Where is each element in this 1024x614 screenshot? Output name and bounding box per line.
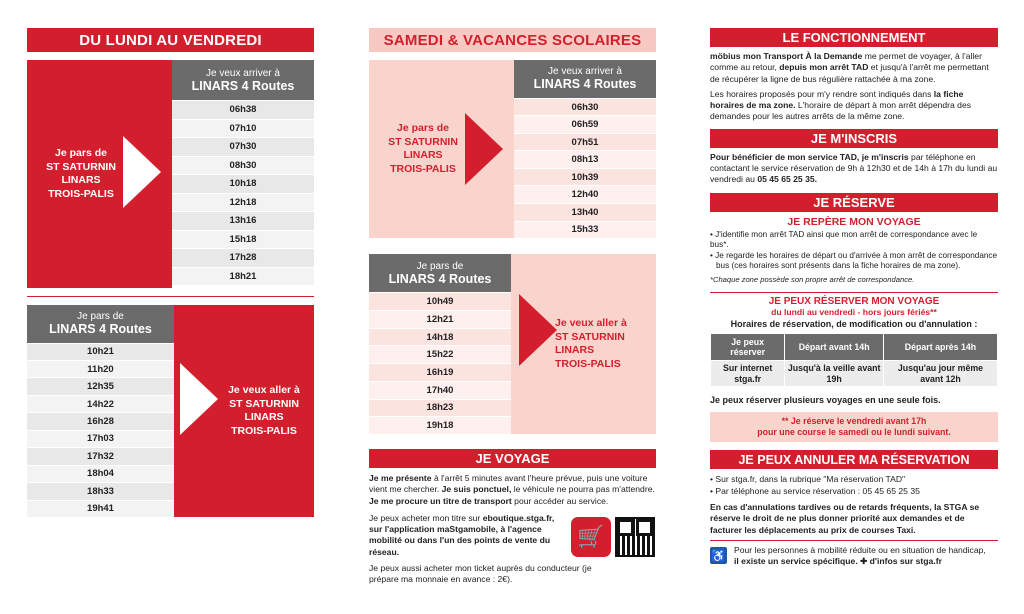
time-cell: 11h20 [27,360,174,377]
time-cell: 15h22 [369,345,511,363]
pmr-line: il existe un service spécifique. ✚ d'infos sur stga.fr [734,555,942,566]
time-cell: 12h18 [172,193,314,212]
annuler-warning: En cas d'annulations tardives ou de retards fréquents, la STGA se réserve le droit de ne plus donner priorité aux demandes et de facturer les déplacements au prix de courses Taxi. [710,501,980,535]
reserve-subtitle: JE REPÈRE MON VOYAGE [787,215,921,228]
time-cell: 17h40 [369,381,511,399]
weekday-title: DU LUNDI AU VENDREDI [27,28,314,52]
phone-number[interactable]: 05 45 65 25 35. [757,174,818,185]
divider [710,540,998,541]
bullet-text: Sur stga.fr, dans la rubrique "Ma réservation TAD" [715,474,906,485]
reserve-bullet-2: • Je regarde les horaires de départ ou d'arrivée à mon arrêt de correspondance bus (ces horaires sont présents dans la fiche horaires de ma zone). [710,250,998,271]
time-cell: 07h30 [172,137,314,156]
saturday-return-destination [511,254,656,434]
saturday-outbound-origin [369,60,514,238]
from-stop: LINARS 4 Routes [388,271,492,286]
stop-name: TROIS-PALIS [390,162,456,175]
time-cell: 08h30 [172,156,314,175]
time-cell: 17h03 [27,430,174,447]
times-header [27,305,174,343]
inscris-paragraph [710,152,998,186]
time-cell: 17h32 [27,447,174,464]
voyage-section [369,449,656,586]
fonctionnement-paragraph-1 [710,51,998,85]
time-cell: 18h33 [27,482,174,499]
fonctionnement-paragraph-2 [710,89,998,123]
table-header: Départ avant 14h [785,334,884,361]
reserve-hours-title: Horaires de réservation, de modification ou d'annulation : [730,319,978,330]
saturday-column [369,28,656,52]
time-cell: 06h30 [514,98,656,116]
to-stop: LINARS 4 Routes [191,78,295,93]
reservation-hours-table [710,333,998,387]
box-line: pour une course le samedi ou le lundi suivant. [757,427,951,438]
arrow-right-icon [123,136,161,208]
fonctionnement-emphasis: la fiche horaires de ma zone. [710,88,964,111]
time-cell: 18h21 [172,267,314,286]
to-label: Je veux arriver à [206,67,280,79]
time-cell: 12h40 [514,185,656,203]
time-cell: 18h04 [27,465,174,482]
stop-name: LINARS [244,411,284,423]
time-cell: 08h13 [514,150,656,168]
table-row [711,361,998,387]
wheelchair-icon: ♿ [711,548,726,563]
table-header-row [711,334,998,361]
stop-name: ST SATURNIN [46,160,116,173]
time-cell: 10h18 [172,174,314,193]
time-cell: 19h18 [369,416,511,434]
time-cell: 07h10 [172,119,314,138]
fonctionnement-text: et jusqu'à l'arrêt me permettant de récupérer la ligne de bus régulière rattachée à ma zone. [710,62,989,84]
weekday-column [27,28,314,52]
annuler-bullet-2: • Par téléphone au service réservation : 05 45 65 25 35 [710,485,920,496]
stop-name: TROIS-PALIS [48,187,114,200]
bullet-text: Je regarde les horaires de départ ou d'arrivée à mon arrêt de correspondance bus (ces horaires sont présents dans la fiche horaires de ma zone). [715,250,998,271]
divider [27,296,314,297]
arrow-right-icon [180,363,218,435]
reserve-when-title: JE PEUX RÉSERVER MON VOYAGE [768,296,940,308]
time-cell: 16h28 [27,412,174,429]
divider [710,292,998,293]
stop-name: LINARS [61,174,101,186]
table-cell: Sur internet stga.fr [711,361,785,387]
pmr-line: Pour les personnes à mobilité réduite ou en situation de handicap, [734,544,986,555]
stop-name: ST SATURNIN [555,330,625,343]
reserve-multi: Je peux réserver plusieurs voyages en une seule fois. [710,395,941,406]
time-cell: 10h21 [27,343,174,360]
time-cell: 15h33 [514,221,656,239]
weekday-outbound-block [27,60,314,288]
time-cell: 06h38 [172,100,314,119]
qr-code-icon[interactable] [615,517,655,557]
saturday-return-times [369,254,511,434]
voyage-paragraph-1 [369,473,656,507]
to-stop: LINARS 4 Routes [533,77,637,92]
table-header: Je peux réserver [711,334,785,361]
weekday-outbound-origin [27,60,172,288]
weekday-return-times [27,305,174,517]
voyage-text: le véhicule ne pourra pas m'attendre. [511,484,655,495]
stop-name: ST SATURNIN [388,135,458,148]
box-line: ** Je réserve le vendredi avant 17h [781,416,927,427]
to-label: Je veux arriver à [548,66,622,78]
voyage-paragraph-2 [369,513,567,558]
time-cell: 16h19 [369,363,511,381]
pmr-text [734,545,986,567]
time-cell: 13h16 [172,211,314,230]
voyage-emphasis: Je suis ponctuel, [441,484,512,495]
bullet-text: J'identifie mon arrêt TAD ainsi que mon arrêt de correspondance avec le bus*. [710,229,978,250]
time-cell: 14h22 [27,395,174,412]
inscris-text: par téléphone en contactant le service réservation de 9h à 12h30 et de 14h à 17h du lundi au vendredi au [710,151,998,185]
times-header [369,254,511,292]
voyage-text: pour accéder au service. [511,495,609,506]
annuler-bullet-1: • Sur stga.fr, dans la rubrique "Ma réservation TAD" [710,474,906,485]
weekday-return-block [27,305,314,517]
bullet-text: Par téléphone au service réservation : 05 45 65 25 35 [715,485,920,496]
time-cell: 19h41 [27,500,174,517]
voyage-emphasis: Je me présente [369,473,432,483]
table-header: Départ après 14h [883,334,997,361]
pmr-info [710,545,998,567]
stop-name: ST SATURNIN [229,397,299,410]
reserve-when-subtitle: du lundi au vendredi - hors jours fériés** [771,307,937,318]
fonctionnement-title: LE FONCTIONNEMENT [710,28,998,47]
fonctionnement-emphasis: depuis mon arrêt TAD [779,62,869,73]
saturday-outbound-block [369,60,656,238]
reserve-bullet-1: • J'identifie mon arrêt TAD ainsi que mon arrêt de correspondance avec le bus*. [710,229,978,250]
saturday-return-block [369,254,656,434]
time-cell: 13h40 [514,203,656,221]
service-name: möbius mon Transport À la Demande [710,51,863,61]
from-label: Je pars de [55,147,107,159]
voyage-emphasis: Je me procure un titre de transport [369,495,512,506]
time-cell: 15h18 [172,230,314,249]
times-header [514,60,656,98]
stop-name: LINARS [555,344,595,356]
time-cell: 17h28 [172,248,314,267]
shopping-cart-icon[interactable]: 🛒 [571,517,611,557]
voyage-purchase-places: eboutique.stga.fr, sur l'application maStgamobile, à l'agence mobilité ou dans l'un des points de vente du réseau. [369,512,555,557]
fonctionnement-text: me permet de voyager, à l'aller comme au retour, [710,51,982,73]
table-cell: Jusqu'au jour même avant 12h [883,361,997,387]
info-column [710,28,998,566]
from-label: Je pars de [397,122,449,134]
fonctionnement-text: L'horaire de départ à mon arrêt dépendra des demandes pour les autres arrêts de la même zone. [710,100,972,122]
time-cell: 12h35 [27,377,174,394]
to-label: Je veux aller à [228,384,300,396]
stop-name: LINARS [403,149,443,161]
saturday-title: SAMEDI & VACANCES SCOLAIRES [369,28,656,52]
voyage-text: Je peux acheter mon titre sur [369,512,483,523]
to-label: Je veux aller à [555,317,627,329]
reserve-note: *Chaque zone possède son propre arrêt de correspondance. [710,275,915,285]
arrow-right-icon [465,113,503,185]
stop-name: TROIS-PALIS [555,357,621,370]
weekday-outbound-times [172,60,314,288]
voyage-paragraph-3: Je peux aussi acheter mon ticket auprès du conducteur (je prépare ma monnaie en avance : 2€). [369,563,592,585]
time-cell: 10h39 [514,168,656,186]
times-header [172,60,314,100]
weekday-return-destination [174,305,314,517]
saturday-outbound-times [514,60,656,238]
time-cell: 06h59 [514,115,656,133]
stop-name: TROIS-PALIS [231,424,297,437]
time-cell: 14h18 [369,328,511,346]
from-label: Je pars de [77,311,124,323]
reserve-friday-box [710,412,998,442]
reserve-title: JE RÉSERVE [710,193,998,212]
table-cell: Jusqu'à la veille avant 19h [785,361,884,387]
time-cell: 10h49 [369,292,511,310]
time-cell: 07h51 [514,133,656,151]
voyage-title: JE VOYAGE [369,449,656,468]
time-cell: 12h21 [369,310,511,328]
from-label: Je pars de [416,260,464,272]
fonctionnement-text: Les horaires proposés pour m'y rendre sont indiqués dans [710,88,934,99]
inscris-title: JE M'INSCRIS [710,129,998,148]
arrow-right-icon [519,294,557,366]
inscris-emphasis: Pour bénéficier de mon service TAD, je m'inscris [710,151,909,162]
annuler-title: JE PEUX ANNULER MA RÉSERVATION [710,450,998,469]
voyage-text: à l'arrêt 5 minutes avant l'heure prévue, puis une voiture vient me chercher. [369,473,648,495]
from-stop: LINARS 4 Routes [49,322,152,337]
time-cell: 18h23 [369,399,511,417]
